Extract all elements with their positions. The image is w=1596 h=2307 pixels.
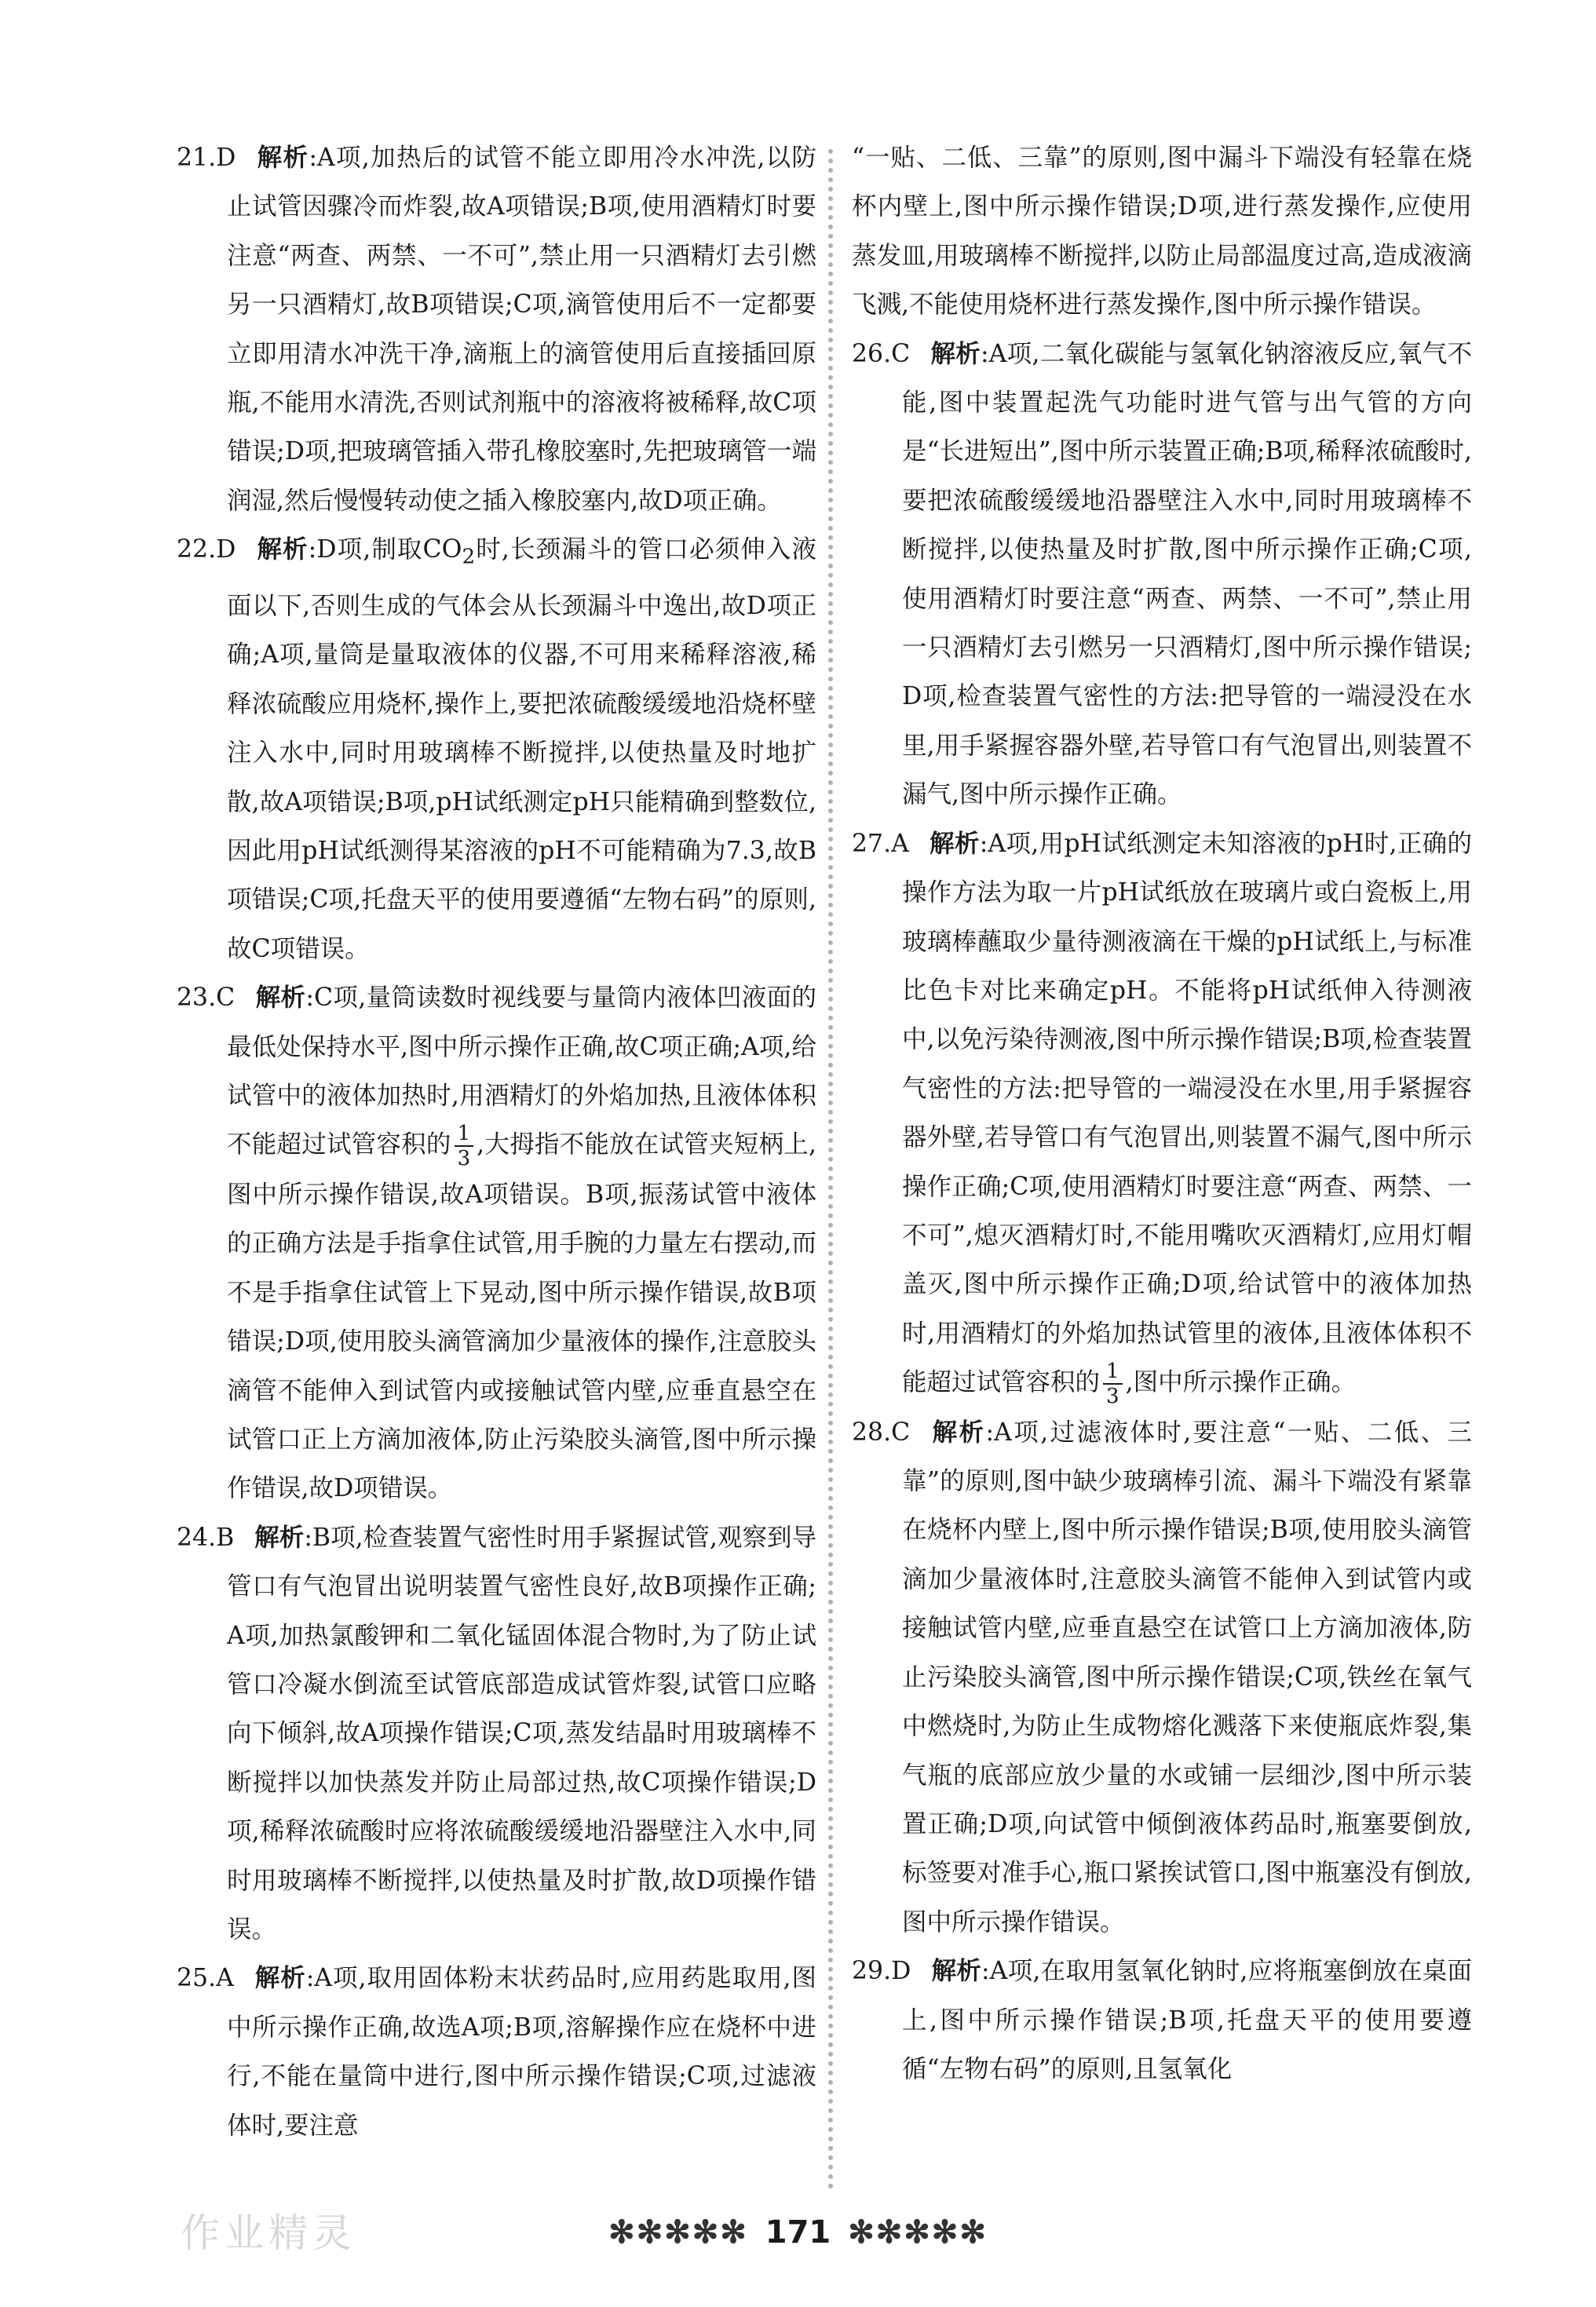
- answer-number: 26.C: [852, 339, 911, 368]
- answer-28: [852, 1408, 1472, 1947]
- analysis-label: 解析: [930, 338, 981, 368]
- fraction-numerator: 1: [1103, 1360, 1123, 1385]
- star-decoration-icon: ✻✻✻✻✻: [848, 2214, 988, 2250]
- answer-text: 时,长颈漏斗的管口必须伸入液面以下,否则生成的气体会从长颈漏斗中逸出,故D项正确;A项,量筒是量取液体的仪器,不可用来稀释溶液,稀释浓硫酸应用烧杯,操作上,要把浓硫酸缓缓地沿烧杯壁注入水中,同时用玻璃棒不断搅拌,以使热量及时地扩散,故A项错误;B项,pH试纸测定pH只能精确到整数位,因此用pH试纸测得某溶液的pH不可能精确为7.3,故B项错误;C项,托盘天平的使用要遵循“左物右码”的原则,故C项错误。: [227, 535, 817, 963]
- watermark-logo: 作业精灵: [181, 2210, 356, 2256]
- page-number: 171: [765, 2214, 831, 2250]
- answer-26: [852, 330, 1472, 819]
- answer-number: 24.B: [177, 1523, 235, 1552]
- fraction: [1103, 1360, 1123, 1408]
- answer-text: :C项,量筒读数时视线要与量筒内液体凹液面的最低处保持水平,图中所示操作正确,故C项正确;A项,给试管中的液体加热时,用酒精灯的外焰加热,且液体体积不能超过试管容积的: [227, 984, 816, 1159]
- answer-number: 27.A: [852, 829, 909, 858]
- analysis-label: 解析: [254, 1522, 305, 1552]
- left-column: [177, 133, 816, 2150]
- answer-number: 25.A: [177, 1964, 234, 1993]
- answer-text: :A项,用pH试纸测定未知溶液的pH时,正确的操作方法为取一片pH试纸放在玻璃片或白瓷板上,用玻璃棒蘸取少量待测液滴在干燥的pH试纸上,与标准比色卡对比来确定pH。不能将pH试纸伸入待测液中,以免污染待测液,图中所示操作错误;B项,检查装置气密性的方法:把导管的一端浸没在水里,用手紧握容器外壁,若导管口有气泡冒出,则装置不漏气,图中所示操作正确;C项,使用酒精灯时要注意“两查、两禁、一不可”,熄灭酒精灯时,不能用嘴吹灭酒精灯,应用灯帽盖灭,图中所示操作正确;D项,给试管中的液体加热时,用酒精灯的外焰加热试管里的液体,且液体体积不能超过试管容积的: [902, 829, 1472, 1397]
- answer-23: [177, 973, 816, 1513]
- answer-text: :A项,二氧化碳能与氢氧化钠溶液反应,氧气不能,图中装置起洗气功能时进气管与出气管的方向是“长进短出”,图中所示装置正确;B项,稀释浓硫酸时,要把浓硫酸缓缓地沿器壁注入水中,同时用玻璃棒不断搅拌,以使热量及时扩散,图中所示操作正确;C项,使用酒精灯时要注意“两查、两禁、一不可”,禁止用一只酒精灯去引燃另一只酒精灯,图中所示操作错误;D项,检查装置气密性的方法:把导管的一端浸没在水里,用手紧握容器外壁,若导管口有气泡冒出,则装置不漏气,图中所示操作正确。: [902, 339, 1473, 809]
- answer-24: [177, 1513, 816, 1955]
- analysis-label: 解析: [930, 1417, 986, 1447]
- answer-text: :A项,取用固体粉末状药品时,应用药匙取用,图中所示操作正确,故选A项;B项,溶解操作应在烧杯中进行,不能在量筒中进行,图中所示操作错误;C项,过滤液体时,要注意: [227, 1964, 816, 2140]
- answer-21: [177, 133, 816, 525]
- answer-25: [177, 1954, 816, 2150]
- answer-number: 28.C: [852, 1418, 911, 1447]
- answer-number: 29.D: [852, 1957, 911, 1986]
- fraction: [455, 1122, 474, 1170]
- answer-text: :B项,检查装置气密性时用手紧握试管,观察到导管口有气泡冒出说明装置气密性良好,故B项操作正确;A项,加热氯酸钾和二氧化锰固体混合物时,为了防止试管口冷凝水倒流至试管底部造成试管炸裂,试管口应略向下倾斜,故A项操作错误;C项,蒸发结晶时用玻璃棒不断搅拌以加快蒸发并防止局部过热,故C项操作错误;D项,稀释浓硫酸时应将浓硫酸缓缓地沿器壁注入水中,同时用玻璃棒不断搅拌,以使热量及时扩散,故D项操作错误。: [227, 1523, 816, 1944]
- right-column: [852, 133, 1472, 2093]
- analysis-label: 解析: [256, 143, 309, 172]
- answer-text: :D项,制取CO: [308, 535, 462, 564]
- answer-25-continued: [852, 133, 1472, 330]
- answer-22: [177, 525, 816, 973]
- answer-29: [852, 1947, 1472, 2093]
- page-footer: [0, 2214, 1596, 2250]
- analysis-label: 解析: [931, 1956, 982, 1986]
- column-divider: [828, 149, 833, 2190]
- answer-text: “一贴、二低、三靠”的原则,图中漏斗下端没有轻靠在烧杯内壁上,图中所示操作错误;D项,进行蒸发操作,应使用蒸发皿,用玻璃棒不断搅拌,以防止局部温度过高,造成液滴飞溅,不能使用烧杯进行蒸发操作,图中所示操作错误。: [852, 144, 1472, 319]
- fraction-numerator: 1: [455, 1122, 474, 1147]
- analysis-label: 解析: [256, 535, 309, 564]
- subscript: 2: [462, 545, 476, 569]
- answer-text: :A项,过滤液体时,要注意“一贴、二低、三靠”的原则,图中缺少玻璃棒引流、漏斗下端没有紧靠在烧杯内壁上,图中所示操作错误;B项,使用胶头滴管滴加少量液体时,注意胶头滴管不能伸入到试管内或接触试管内壁,应垂直悬空在试管口上方滴加液体,防止污染胶头滴管,图中所示操作错误;C项,铁丝在氧气中燃烧时,为防止生成物熔化溅落下来使瓶底炸裂,集气瓶的底部应放少量的水或铺一层细沙,图中所示装置正确;D项,向试管中倾倒液体药品时,瓶塞要倒放,标签要对准手心,瓶口紧挨试管口,图中瓶塞没有倒放,图中所示操作错误。: [902, 1418, 1472, 1936]
- fraction-denominator: 3: [1106, 1384, 1119, 1408]
- answer-text: ,图中所示操作正确。: [1125, 1368, 1357, 1397]
- answer-number: 21.D: [177, 144, 236, 172]
- answer-text: :A项,在取用氢氧化钠时,应将瓶塞倒放在桌面上,图中所示操作错误;B项,托盘天平的使用要遵循“左物右码”的原则,且氢氧化: [902, 1957, 1472, 2083]
- answer-27: [852, 819, 1472, 1408]
- analysis-label: 解析: [929, 828, 980, 858]
- answer-text: :A项,加热后的试管不能立即用冷水冲洗,以防止试管因骤冷而炸裂,故A项错误;B项,使用酒精灯时要注意“两查、两禁、一不可”,禁止用一只酒精灯去引燃另一只酒精灯,故B项错误;C项,滴管使用后不一定都要立即用清水冲洗干净,滴瓶上的滴管使用后直接插回原瓶,不能用水清洗,否则试剂瓶中的溶液将被稀释,故C项错误;D项,把玻璃管插入带孔橡胶塞时,先把玻璃管一端润湿,然后慢慢转动使之插入橡胶塞内,故D项正确。: [227, 144, 816, 515]
- analysis-label: 解析: [255, 983, 306, 1013]
- answer-number: 23.C: [177, 984, 236, 1013]
- analysis-label: 解析: [254, 1963, 306, 1993]
- answer-text: ,大拇指不能放在试管夹短柄上,图中所示操作错误,故A项错误。B项,振荡试管中液体的正确方法是手指拿住试管,用手腕的力量左右摆动,而不是手指拿住试管上下晃动,图中所示操作错误,故B项错误;D项,使用胶头滴管滴加少量液体的操作,注意胶头滴管不能伸入到试管内或接触试管内壁,应垂直悬空在试管口正上方滴加液体,防止污染胶头滴管,图中所示操作错误,故D项错误。: [227, 1130, 816, 1503]
- star-decoration-icon: ✻✻✻✻✻: [608, 2214, 748, 2250]
- fraction-denominator: 3: [457, 1146, 471, 1170]
- answer-number: 22.D: [177, 535, 236, 564]
